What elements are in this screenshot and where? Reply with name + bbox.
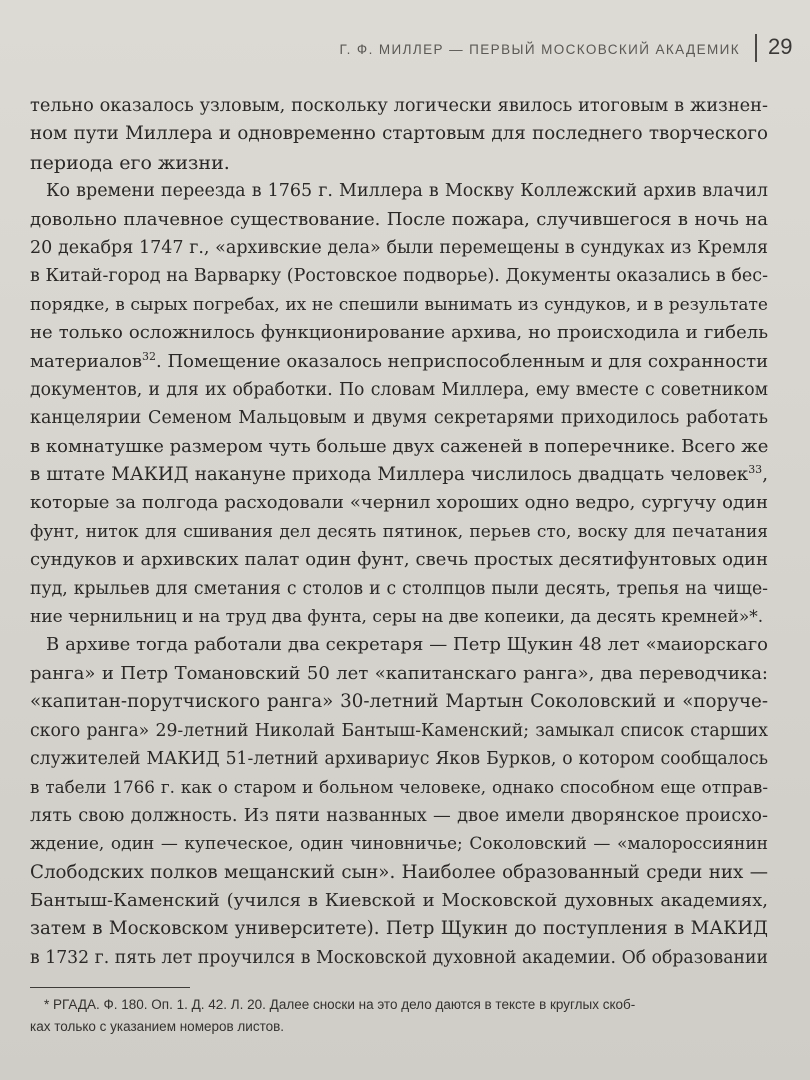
text-line [30, 915, 768, 943]
text-line-main: материалов [30, 350, 142, 372]
text-line-main: 20 декабря 1747 г., «архивские дела» были перемещены в сундуках из Кремля [30, 237, 768, 258]
text-line [30, 745, 768, 773]
text-line [30, 518, 768, 546]
text-line [30, 489, 768, 517]
text-line [30, 404, 768, 432]
text-line-main: В архиве тогда работали два секретаря — Петр Щукин 48 лет «маиорскаго [46, 634, 768, 656]
text-line-main: сундуков и архивских палат один фунт, свечь простых десятифунтовых один [30, 549, 768, 571]
text-line-main: довольно плачевное существование. После пожара, случившегося в ночь на [30, 208, 768, 230]
text-line [30, 887, 768, 915]
text-line-main: порядке, в сырых погребах, их не спешили вынимать из сундуков, и в результате [30, 294, 768, 315]
text-line [30, 319, 768, 347]
body-text [30, 92, 768, 972]
text-line-main: канцелярии Семеном Мальцовым и двумя секретарями приходилось работать [30, 408, 768, 429]
running-head: Г. Ф. МИЛЛЕР — ПЕРВЫЙ МОСКОВСКИЙ АКАДЕМИК [339, 42, 740, 57]
text-line-main: не только осложнилось функционирование архива, но происходила и гибель [30, 322, 768, 344]
text-line [30, 348, 768, 376]
text-line-main: в комнатушке размером чуть больше двух саженей в поперечнике. Всего же [30, 435, 769, 457]
footnote-ref: 32 [142, 349, 156, 363]
text-line [30, 546, 768, 574]
text-line [30, 603, 768, 631]
text-line [30, 631, 768, 659]
footnote [30, 994, 768, 1038]
text-line-main: Ко времени переезда в 1765 г. Миллера в Москву Коллежский архив влачил [46, 181, 768, 202]
text-line-main: Слободских полков мещанский сын». Наиболее образованный среди них — [30, 861, 768, 883]
text-line-main: фунт, ниток для сшивания дел десять пятинок, перьев сто, воску для печатания [30, 521, 768, 542]
text-line [30, 262, 768, 290]
text-line [30, 802, 768, 830]
text-line-main: ранга» и Петр Томановский 50 лет «капитанскаго ранга», два переводчика: [30, 662, 768, 684]
text-line [30, 773, 768, 801]
text-line [30, 688, 768, 716]
text-line [30, 120, 768, 148]
text-line [30, 177, 768, 205]
text-line [30, 944, 768, 972]
text-line-main: периода его жизни. [30, 151, 230, 174]
text-line-main: в 1732 г. пять лет проучился в Московской духовной академии. Об образовании [30, 947, 768, 968]
text-line [30, 660, 768, 688]
page-number: 29 [768, 34, 793, 59]
footnote-rule [30, 987, 190, 988]
footnote-line: ках только с указанием номеров листов. [30, 1019, 285, 1034]
text-line-main: служителей МАКИД 51-летний архивариус Яков Бурков, о котором сообщалось [30, 748, 768, 769]
text-line-main: которые за полгода расходовали «чернил хороших одно ведро, сургучу один [30, 492, 768, 514]
text-line [30, 461, 768, 489]
text-line [30, 376, 768, 404]
text-line-main: документов, и для их обработки. По словам Миллера, ему вместе с советником [30, 379, 768, 400]
header-divider [755, 34, 757, 62]
text-line [30, 575, 768, 603]
text-line-main: ждение, один — купеческое, один чиновничье; Соколовский — «малороссиянин [30, 834, 768, 855]
text-line [30, 92, 768, 120]
text-line-main: затем в Московском университете). Петр Щукин до поступления в МАКИД [30, 918, 768, 940]
text-line [30, 206, 768, 234]
text-line [30, 149, 768, 177]
text-line-main: тельно оказалось узловым, поскольку логически явилось итоговым в жизнен- [30, 96, 768, 116]
text-line-main: в табели 1766 г. как о старом и больном человеке, однако способном еще отправ- [30, 777, 768, 798]
text-line-main: ние чернильниц и на труд два фунта, серы на две копеики, да десять кремней»*. [30, 607, 764, 628]
text-line-main: ном пути Миллера и одновременно стартовым для последнего творческого [30, 123, 768, 145]
text-line [30, 291, 768, 319]
text-line [30, 717, 768, 745]
text-line [30, 859, 768, 887]
text-line-main: в штате МАКИД накануне прихода Миллера числилось двадцать человек [30, 464, 749, 486]
page-header [0, 34, 810, 64]
text-line [30, 433, 768, 461]
text-line-main: в Китай-город на Варварку (Ростовское подворье). Документы оказались в бес- [30, 266, 768, 287]
footnote-line: * РГАДА. Ф. 180. Оп. 1. Д. 42. Л. 20. Далее сноски на это дело даются в тексте в круглых скоб- [44, 997, 636, 1012]
text-line-rest: , [762, 464, 768, 486]
text-line [30, 234, 768, 262]
text-line-main: пуд, крыльев для сметания с столов и с столпцов пыли десять, трепья на чище- [30, 578, 768, 599]
text-line-main: ского ранга» 29-летний Николай Бантыш-Каменский; замыкал список старших [30, 720, 768, 741]
text-line-main: Бантыш-Каменский (учился в Киевской и Московской духовных академиях, [30, 889, 768, 911]
text-line-main: «капитан-порутчиского ранга» 30-летний Мартын Соколовский и «поруче- [30, 691, 768, 713]
text-line [30, 830, 768, 858]
text-line-main: лять свою должность. Из пяти названных — двое имели дворянское происхо- [30, 805, 768, 826]
text-line-rest: . Помещение оказалось неприспособленным и для сохранности [156, 350, 769, 372]
footnote-ref: 33 [748, 463, 763, 476]
